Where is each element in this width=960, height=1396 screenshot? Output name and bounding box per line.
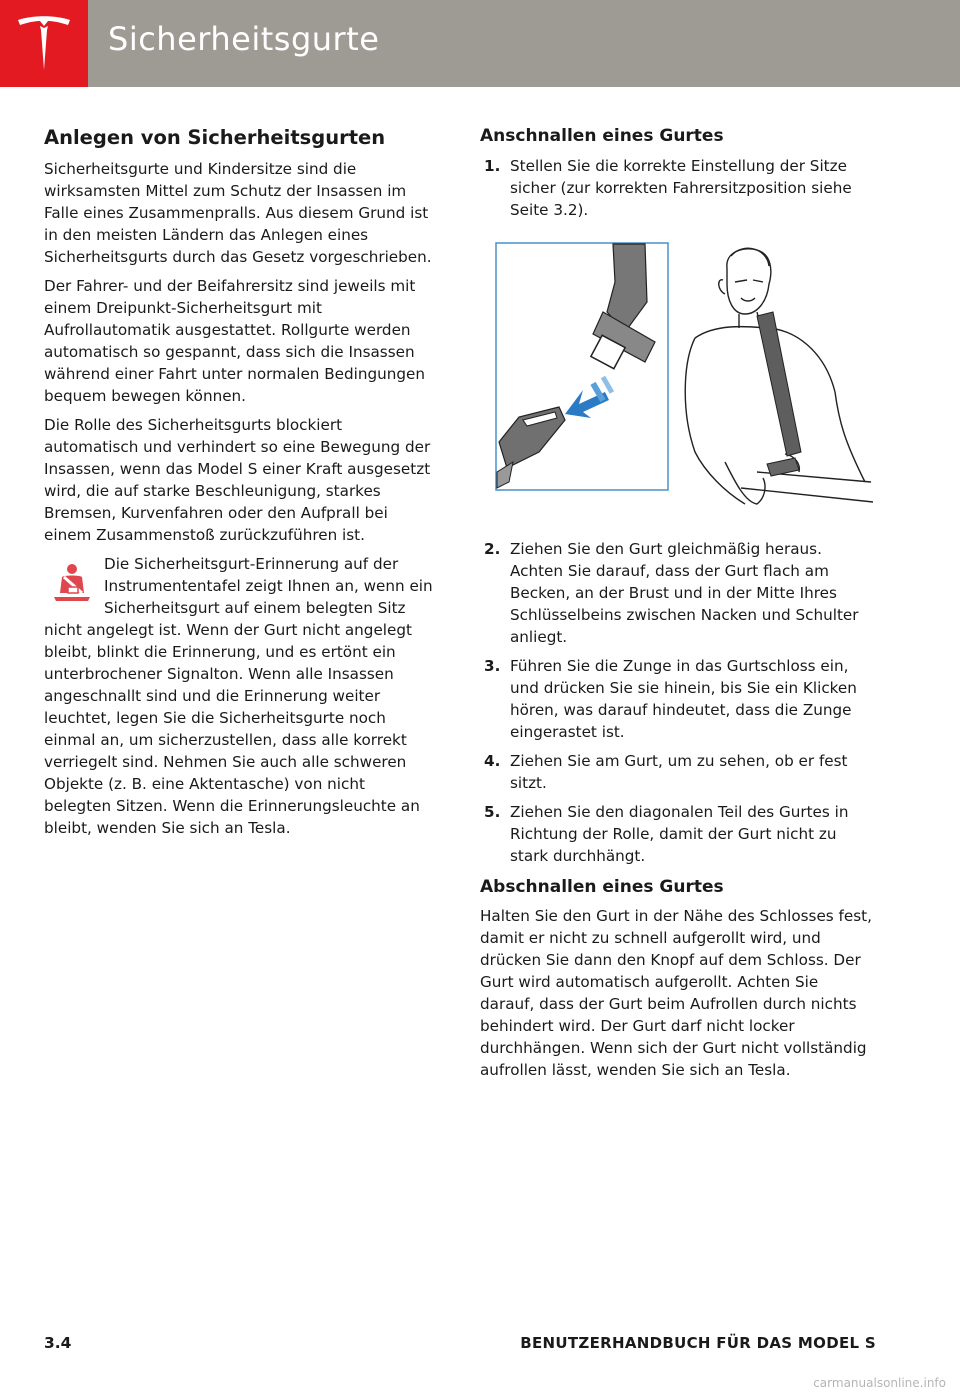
seatbelt-fastening-illustration <box>495 242 875 527</box>
list-item <box>480 155 872 221</box>
step-text: Ziehen Sie am Gurt, um zu sehen, ob er fest sitzt. <box>510 752 848 792</box>
paragraph-three-point: Der Fahrer- und der Beifahrersitz sind jeweils mit einem Dreipunkt-Sicherheitsgurt mit Aufrollautomatik ausgestattet. Rollgurte werden automatisch so gespannt, dass sich die Insassen während einer Fahrt unter normalen Bedingungen bequem bewegen können. <box>44 277 425 405</box>
paragraph-reminder: Die Sicherheitsgurt-Erinnerung auf der Instrumententafel zeigt Ihnen an, wenn ein Sicherheitsgurt auf einem belegten Sitz nicht angelegt ist. Wenn der Gurt nicht angelegt bleibt, blinkt die Erinnerung, und es ertönt ein unterbrochener Signalton. Wenn alle Insassen angeschnallt sind und die Erinnerung weiter leuchtet, legen Sie die Sicherheitsgurte noch einmal an, um sicherzustellen, dass alle korrekt verriegelt sind. Nehmen Sie auch alle schweren Objekte (z. B. eine Aktentasche) von nicht belegten Sitzen. Wenn die Erinnerungsleuchte an bleibt, wenden Sie sich an Tesla. <box>44 555 433 837</box>
section-heading-fasten-belts: Anlegen von Sicherheitsgurten <box>44 126 386 149</box>
section-heading-unbuckle: Abschnallen eines Gurtes <box>480 877 724 897</box>
step-number: 1. <box>484 157 501 175</box>
section-heading-buckle-up: Anschnallen eines Gurtes <box>480 126 724 146</box>
paragraph-retractor: Die Rolle des Sicherheitsgurts blockiert automatisch und verhindert so eine Bewegung der Insassen, wenn das Model S einer Kraft ausgesetzt wird, die auf starke Beschleunigung, starkes Bremsen, Kurvenfahren oder den Aufprall bei einem Zusammenstoß zurückzuführen ist. <box>44 416 431 544</box>
step-text: Stellen Sie die korrekte Einstellung der Sitze sicher (zur korrekten Fahrersitzposition siehe Seite 3.2). <box>510 157 852 219</box>
page-header <box>0 0 960 87</box>
page-title: Sicherheitsgurte <box>108 20 380 58</box>
seatbelt-reminder-icon <box>44 553 102 619</box>
steps-list-second <box>480 538 872 874</box>
list-item <box>480 655 872 743</box>
steps-list-first <box>480 155 872 228</box>
list-item <box>480 538 872 648</box>
step-text: Ziehen Sie den diagonalen Teil des Gurtes in Richtung der Rolle, damit der Gurt nicht zu stark durchhängt. <box>510 803 849 865</box>
paragraph-intro: Sicherheitsgurte und Kindersitze sind die wirksamsten Mittel zum Schutz der Insassen im Falle eines Zusammenpralls. Aus diesem Grund ist in den meisten Ländern das Anlegen eines Sicherheitsgurts durch das Gesetz vorgeschrieben. <box>44 160 432 266</box>
page-number: 3.4 <box>44 1334 72 1352</box>
logo-box <box>0 0 88 87</box>
step-number: 3. <box>484 657 501 675</box>
list-item <box>480 801 872 867</box>
step-number: 5. <box>484 803 501 821</box>
list-item <box>480 750 872 794</box>
step-number: 2. <box>484 540 501 558</box>
step-text: Ziehen Sie den Gurt gleichmäßig heraus. Achten Sie darauf, dass der Gurt flach am Becken, an der Brust und in der Mitte Ihres Schlüsselbeins zwischen Nacken und Schulter anliegt. <box>510 540 859 646</box>
manual-title: BENUTZERHANDBUCH FÜR DAS MODEL S <box>520 1334 876 1352</box>
step-text: Führen Sie die Zunge in das Gurtschloss ein, und drücken Sie sie hinein, bis Sie ein Klicken hören, was darauf hindeutet, dass die Zunge eingerastet ist. <box>510 657 857 741</box>
tesla-logo-icon <box>14 14 74 74</box>
step-number: 4. <box>484 752 501 770</box>
reminder-block <box>44 553 436 839</box>
paragraph-unbuckle: Halten Sie den Gurt in der Nähe des Schlosses fest, damit er nicht zu schnell aufgerollt wird, und drücken Sie dann den Knopf auf dem Schloss. Der Gurt wird automatisch aufgerollt. Achten Sie darauf, dass der Gurt beim Aufrollen durch nichts behindert wird. Der Gurt darf nicht locker durchhängen. Wenn sich der Gurt nicht vollständig aufrollen lässt, wenden Sie sich an Tesla. <box>480 907 872 1079</box>
watermark: carmanualsonline.info <box>813 1376 946 1390</box>
left-body <box>44 158 436 846</box>
